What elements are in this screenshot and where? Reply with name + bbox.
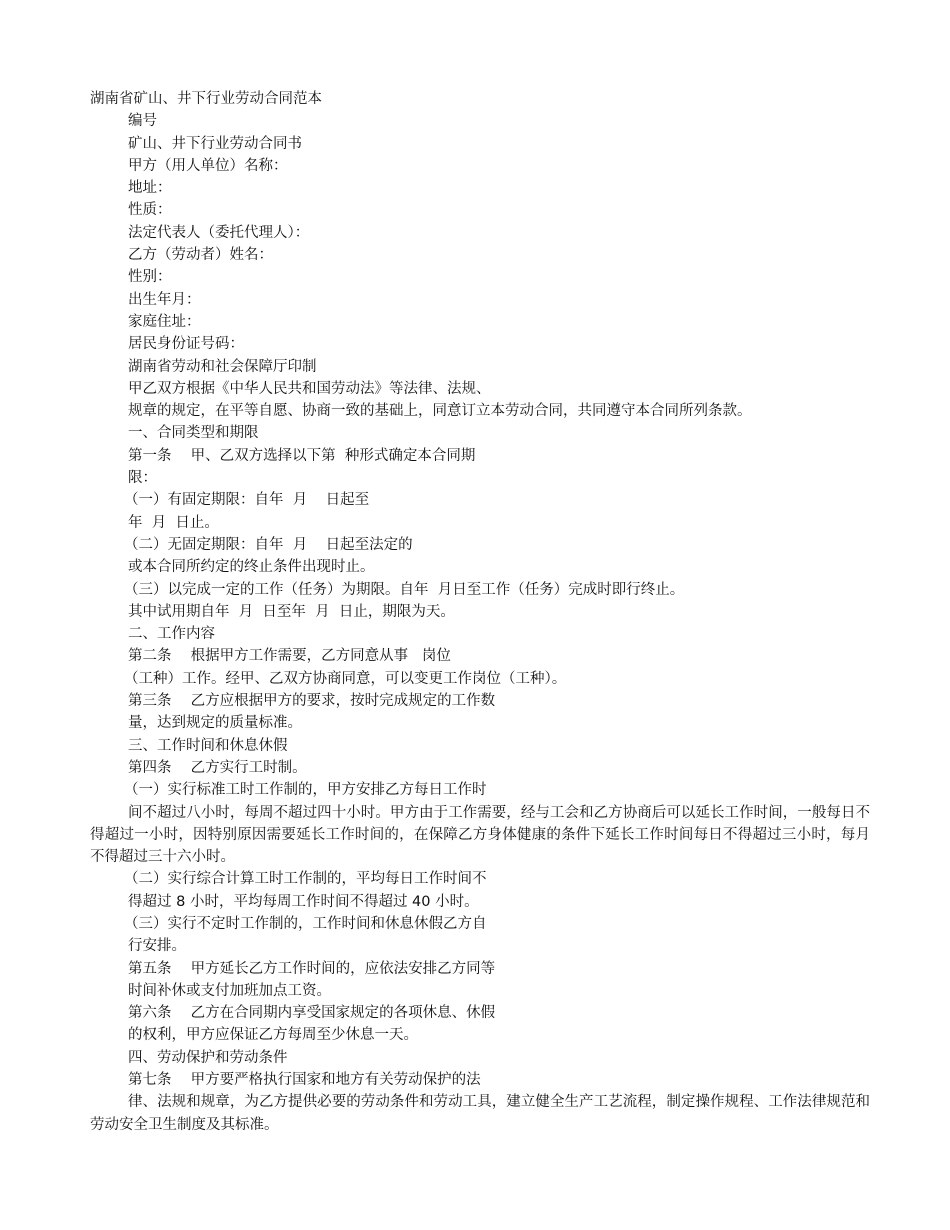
- document-line: 出生年月：: [128, 291, 201, 308]
- document-line: 矿山、井下行业劳动合同书: [128, 135, 302, 152]
- document-line: 法定代表人（委托代理人）：: [128, 224, 310, 241]
- document-line: （一）实行标准工时工作制的，甲方安排乙方每日工作时: [124, 782, 487, 799]
- document-line: 家庭住址：: [128, 313, 201, 330]
- document-line: 第四条 乙方实行工时制。: [128, 759, 307, 776]
- document-line: 第六条 乙方在合同期内享受国家规定的各项休息、休假: [128, 1005, 496, 1022]
- document-line: （工种）工作。经甲、乙双方协商同意，可以变更工作岗位（工种）。: [124, 670, 567, 687]
- document-line: 量，达到规定的质量标准。: [128, 715, 302, 732]
- document-line: 甲乙双方根据《中华人民共和国劳动法》等法律、法规、: [128, 380, 491, 397]
- document-line: 编号: [128, 113, 157, 130]
- document-line: 第五条 甲方延长乙方工作时间的，应依法安排乙方同等: [128, 960, 496, 977]
- document-line: 第二条 根据甲方工作需要，乙方同意从事 岗位: [128, 648, 451, 665]
- document-line: 二、工作内容: [128, 626, 215, 643]
- document-line: 限：: [128, 470, 157, 487]
- document-line: （二）无固定期限：自年 月 日起至法定的: [124, 536, 413, 553]
- document-line: 其中试用期自年 月 日至年 月 日止，期限为天。: [128, 603, 455, 620]
- document-line: 行安排。: [128, 938, 186, 955]
- document-line: 时间补休或支付加班加点工资。: [128, 982, 331, 999]
- document-line: 第一条 甲、乙双方选择以下第 种形式确定本合同期: [128, 447, 476, 464]
- document-line: 间不超过八小时，每周不超过四十小时。甲方由于工作需要，经与工会和乙方协商后可以延长工作时间，一般每日不得超过一小时，因特别原因需要延长工作时间的，在保障乙方身体健康的条件下延长工作时间每日不得超过三小时，每月不得超过三十六小时。: [90, 804, 870, 866]
- document-line: 第七条 甲方要严格执行国家和地方有关劳动保护的法: [128, 1072, 481, 1089]
- document-line: 甲方（用人单位）名称：: [128, 157, 288, 174]
- document-line: 规章的规定，在平等自愿、协商一致的基础上，同意订立本劳动合同，共同遵守本合同所列条款。: [128, 403, 752, 420]
- document-line: 四、劳动保护和劳动条件: [128, 1049, 288, 1066]
- document-line: 性别：: [128, 269, 172, 286]
- document-line: 第三条 乙方应根据甲方的要求，按时完成规定的工作数: [128, 693, 496, 710]
- document-line: 一、合同类型和期限: [128, 425, 259, 442]
- document-line: 得超过 8 小时，平均每周工作时间不得超过 40 小时。: [128, 893, 479, 910]
- document-line: 湖南省劳动和社会保障厅印制: [128, 358, 317, 375]
- document-body: [90, 88, 870, 1136]
- document-line: 的权利，甲方应保证乙方每周至少休息一天。: [128, 1027, 418, 1044]
- document-line: 律、法规和规章，为乙方提供必要的劳动条件和劳动工具，建立健全生产工艺流程，制定操作规程、工作法律规范和劳动安全卫生制度及其标准。: [90, 1094, 870, 1133]
- document-line: 居民身份证号码：: [128, 336, 244, 353]
- document-line: （一）有固定期限：自年 月 日起至: [124, 492, 370, 509]
- document-line: 性质：: [128, 202, 172, 219]
- document-line: （三）实行不定时工作制的，工作时间和休息休假乙方自: [124, 915, 487, 932]
- document-line: 三、工作时间和休息休假: [128, 737, 288, 754]
- document-title: 湖南省矿山、井下行业劳动合同范本: [90, 91, 322, 107]
- document-line: 乙方（劳动者）姓名：: [128, 247, 273, 264]
- document-line: （二）实行综合计算工时工作制的，平均每日工作时间不: [124, 871, 487, 888]
- document-line: （三）以完成一定的工作（任务）为期限。自年 月日至工作（任务）完成时即行终止。: [124, 581, 685, 598]
- document-line: 年 月 日止。: [128, 514, 219, 531]
- document-line: 地址：: [128, 180, 172, 197]
- document-line: 或本合同所约定的终止条件出现时止。: [128, 559, 375, 576]
